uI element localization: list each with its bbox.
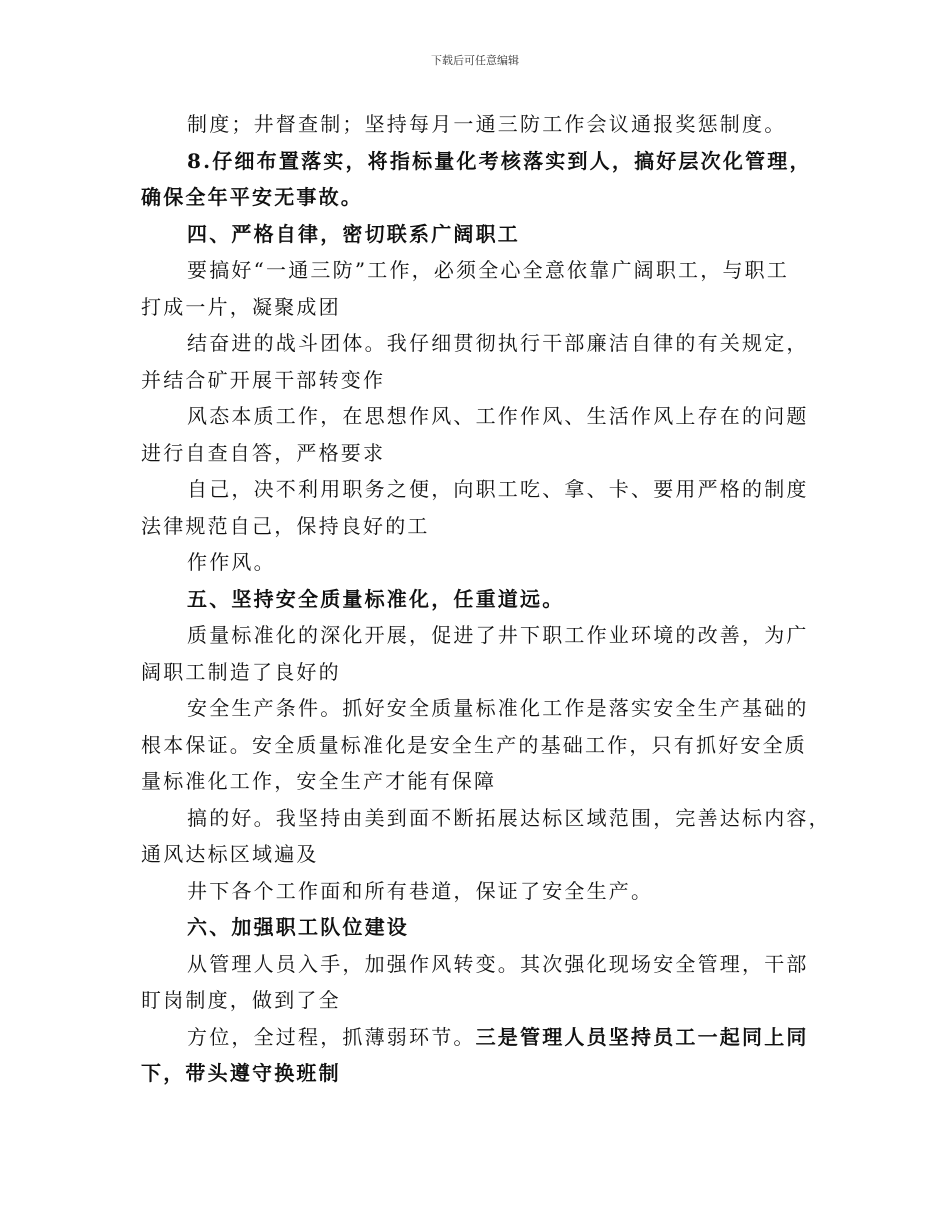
text-segment: 结奋进的战斗团体。我仔细贯彻执行干部廉洁自律的有关规定， [187,331,809,355]
bold-text-segment: 下，带头遵守换班制 [141,1061,341,1085]
text-segment: 作作风。 [187,550,276,574]
text-segment: 要搞好“一通三防”工作，必须全心全意依靠广阔职工，与职工 [187,258,790,282]
bold-text-segment: 三是管理人员坚持员工一起同上同 [475,1024,809,1049]
text-line [141,362,813,399]
text-line [141,471,813,508]
text-line [141,581,813,618]
text-line [141,143,813,180]
bold-text-segment: 确保全年平安无事故。 [141,185,363,209]
text-segment: 方位，全过程，抓薄弱环节。 [187,1024,476,1049]
text-line [141,216,813,253]
text-segment: 进行自查自答，严格要求 [141,440,386,465]
text-line [141,873,813,910]
bold-text-segment: 四、严格自律，密切联系广阔职工 [187,221,520,246]
text-segment: 从管理人员入手，加强作风转变。其次强化现场安全管理，干部 [187,951,809,976]
text-segment: 井下各个工作面和所有巷道，保证了安全生产。 [187,878,654,903]
text-line [141,727,813,764]
text-segment: 自己，决不利用职务之便，向职工吃、拿、卡、要用严格的制度 [187,477,809,501]
text-segment: 阔职工制造了良好的 [141,659,341,684]
text-line [141,252,813,289]
text-line [141,836,813,873]
text-segment: 并结合矿开展干部转变作 [141,367,386,392]
text-line [141,800,831,837]
text-line [141,654,813,691]
text-line [141,1055,813,1092]
text-segment: 量标准化工作，安全生产才能有保障 [141,769,497,793]
text-line [141,435,813,472]
text-segment: 盯岗制度，做到了全 [141,988,341,1012]
text-segment: 法律规范自己，保持良好的工 [141,513,430,538]
text-line [141,763,813,800]
text-segment: 打成一片，凝聚成团 [141,294,341,319]
document-body [141,106,831,1092]
text-segment: 根本保证。安全质量标准化是安全生产的基础工作，只有抓好安全质 [141,732,807,757]
page-header: 下载后可任意编辑 [431,54,519,67]
text-line [141,179,813,216]
bold-text-segment: 六、加强职工队位建设 [187,915,409,939]
text-line [141,690,813,727]
text-segment: 搞的好。我坚持由美到面不断拓展达标区域范围，完善达标内容， [187,805,831,830]
text-line [141,106,813,143]
text-line [141,982,813,1019]
text-segment: 质量标准化的深化开展，促进了井下职工作业环境的改善，为广 [187,623,809,647]
text-segment: 风态本质工作，在思想作风、工作作风、生活作风上存在的问题 [187,404,809,428]
bold-text-segment: 8.仔细布置落实，将指标量化考核落实到人，搞好层次化管理， [187,148,812,173]
text-line [141,289,813,326]
bold-text-segment: 五、坚持安全质量标准化，任重道远。 [187,586,565,611]
text-line [141,508,813,545]
text-line [141,909,813,946]
text-line [141,544,813,581]
text-segment: 制度；井督查制；坚持每月一通三防工作会议通报奖惩制度。 [187,112,787,136]
text-line [141,617,813,654]
text-line [141,398,813,435]
text-segment: 安全生产条件。抓好安全质量标准化工作是落实安全生产基础的 [187,696,809,720]
text-line [141,946,813,983]
text-segment: 通风达标区域遍及 [141,842,319,866]
text-line [141,325,813,362]
text-line [141,1019,813,1056]
